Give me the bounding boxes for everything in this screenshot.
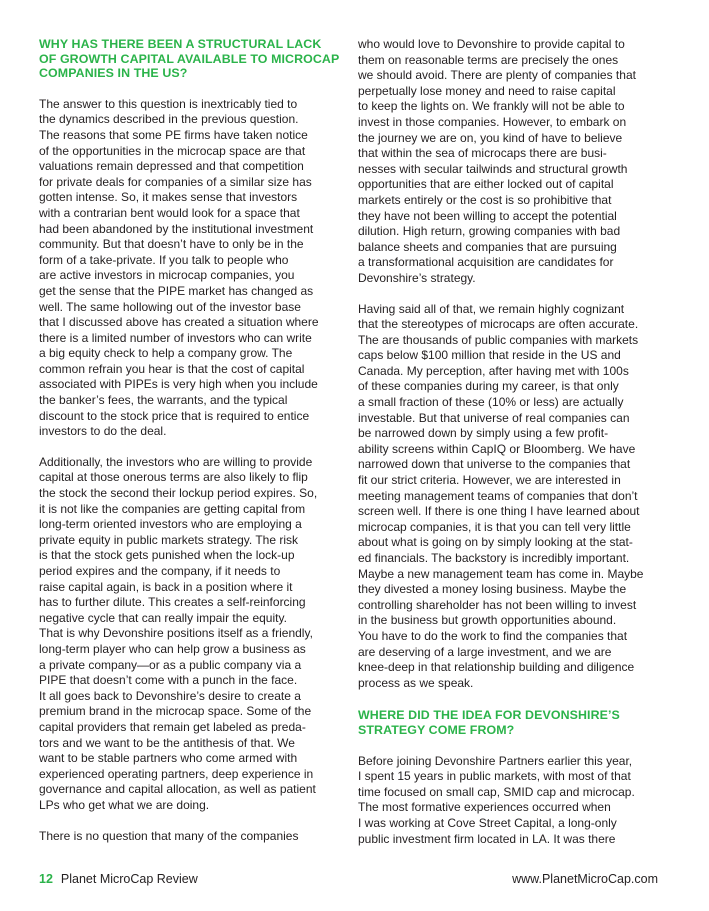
body-paragraph: Having said all of that, we remain highly cognizant that the stereotypes of microcaps are often accurate. The are thousands of public companies with markets caps below $100 million that reside in the US and Canada. My perception, after having met with 100s of these companies during my career, is that only a small fraction of these (10% or less) are actually investable. But that universe of real companies can be narrowed down by simply using a few profit- ability screens within CapIQ or Bloomberg. We have narrowed down that universe to the companies that fit our strict criteria. However, we are interested in meeting management teams of companies that don’t screen well. If there is one thing I have learned about microcap companies, it is that you can tell very little about what is going on by simply looking at the stat- ed financials. The backstory is incredibly important. Maybe a new management team has come in. Maybe they divested a money losing business. Maybe the controlling shareholder has not been willing to invest in the business but growth opportunities abound. You have to do the work to find the companies that are deserving of a large investment, and we are knee-deep in that relationship building and diligence process as we speak.	[358, 301, 644, 690]
body-paragraph: Additionally, the investors who are willing to provide capital at those onerous terms are also likely to flip the stock the second their lockup period expires. So, it is not like the companies are getting capital from long-term oriented investors who are employing a private equity in public markets strategy. The risk is that the stock gets punished when the lock-up period expires and the company, if it needs to raise capital again, is back in a position where it has to further dilute. This creates a self-reinforcing negative cycle that can really impair the equity. That is why Devonshire positions itself as a friendly, long-term player who can help grow a business as a private company—or as a public company via a PIPE that doesn’t come with a punch in the face. It all goes back to Devonshire’s desire to create a premium brand in the microcap space. Some of the capital providers that remain get labeled as preda- tors and we want to be the antithesis of that. We want to be stable partners who come armed with experienced operating partners, deep experience in governance and capital allocation, as well as patient LPs who get what we are doing.	[39, 454, 318, 812]
publication-name: Planet MicroCap Review	[60, 872, 198, 886]
body-paragraph: who would love to Devonshire to provide capital to them on reasonable terms are precisely the ones we should avoid. There are plenty of companies that perpetually lose money and need to raise capital to keep the lights on. We frankly will not be able to invest in those companies. However, to embark on the journey we are on, you kind of have to believe that within the sea of microcaps there are busi- nesses with secular tailwinds and structural growth opportunities that are either locked out of capital markets entirely or the cost is so prohibitive that they have not been willing to accept the potential dilution. High return, growing companies with bad balance sheets and companies that are pursuing a transformational acquisition are candidates for Devonshire’s strategy.	[358, 37, 636, 285]
page-number: 12	[39, 872, 53, 886]
section-heading-strategy-origin: WHERE DID THE IDEA FOR DEVONSHIRE’S STRATEGY COME FROM?	[358, 708, 620, 737]
footer-left	[39, 872, 198, 886]
body-paragraph: There is no question that many of the companies	[39, 828, 299, 843]
body-paragraph: Before joining Devonshire Partners earlier this year, I spent 15 years in public markets, with most of that time focused on small cap, SMID cap and microcap. The most formative experiences occurred when I was working at Cove Street Capital, a long-only public investment firm located in LA. It was there	[358, 753, 635, 846]
website-link[interactable]: www.PlanetMicroCap.com	[512, 872, 658, 886]
body-paragraph: The answer to this question is inextricably tied to the dynamics described in the previous question. The reasons that some PE firms have taken notice of the opportunities in the microcap space are that valuations remain depressed and that competition for private deals for companies of a similar size has gotten intense. So, it makes sense that investors with a contrarian bent would look for a space that had been abandoned by the institutional investment community. But that doesn’t have to only be in the form of a take-private. If you talk to people who are active investors in microcap companies, you get the sense that the PIPE market has changed as well. The same hollowing out of the investor base that I discussed above has created a situation where there is a limited number of investors who can write a big equity check to help a company grow. The common refrain you hear is that the cost of capital associated with PIPEs is very high when you include the banker’s fees, the warrants, and the typical discount to the stock price that is required to entice investors to do the deal.	[39, 96, 319, 439]
left-column	[39, 37, 359, 844]
section-heading-structural-lack: WHY HAS THERE BEEN A STRUCTURAL LACK OF GROWTH CAPITAL AVAILABLE TO MICROCAP COMPANIES IN THE US?	[39, 37, 340, 81]
right-column	[358, 37, 678, 847]
